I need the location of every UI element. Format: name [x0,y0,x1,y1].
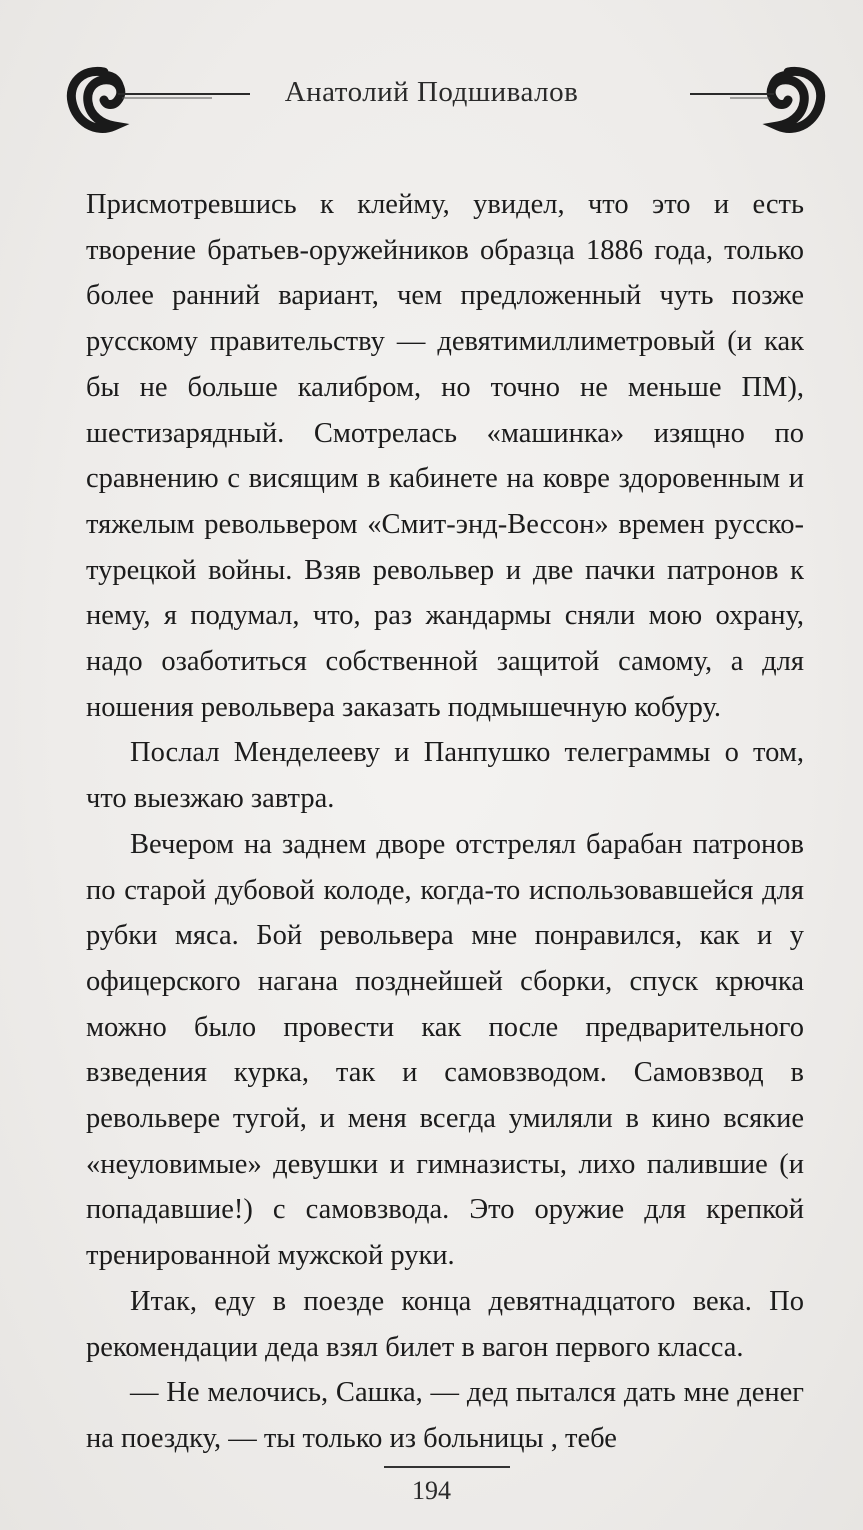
ornamental-swirl-icon [690,62,830,142]
running-head: Анатолий Подшивалов [284,76,579,108]
paragraph: Послал Менделееву и Панпушко телеграммы о том, что выезжаю завтра. [86,737,804,815]
page-header [0,62,863,142]
paragraph: Присмотревшись к клейму, увидел, что это и есть творение братьев-оружейников образца 1886 года, только более ранний вариант, чем предложенный чуть позже русскому правительству — девятимиллиметровый (и как бы не больше калибром, но точно не меньше ПМ), шестизарядный. Смотрелась «машинка» изящно по сравнению с висящим в кабинете на ковре здоровенным и тяжелым револьвером «Смит-энд-Вессон» времен русско-турецкой войны. Взяв револьвер и две пачки патронов к нему, я подумал, что, раз жандармы сняли мою охрану, надо озаботиться собственной защитой самому, а для ношения револьвера заказать подмышечную кобуру. [86,189,804,723]
page-number: 194 [412,1476,451,1505]
paragraph: Итак, еду в поезде конца девятнадцатого века. По рекомендации деда взял билет в вагон первого класса. [86,1285,804,1363]
body-text [86,182,804,1462]
paragraph: Вечером на заднем дворе отстрелял барабан патронов по старой дубовой колоде, когда-то использовавшейся для рубки мяса. Бой револьвера мне понравился, как и у офицерского нагана позднейшей сборки, спуск крючка можно было провести как после предварительного взведения курка, так и самовзводом. Самовзвод в револьвере тугой, и меня всегда умиляли в кино всякие «неуловимые» девушки и гимназисты, лихо палившие (и попадавшие!) с самовзвода. Это оружие для крепкой тренированной мужской руки. [86,828,804,1272]
footer-divider [384,1466,510,1468]
paragraph: — Не мелочись, Сашка, — дед пытался дать мне денег на поездку, — ты только из больницы , тебе [86,1377,804,1454]
